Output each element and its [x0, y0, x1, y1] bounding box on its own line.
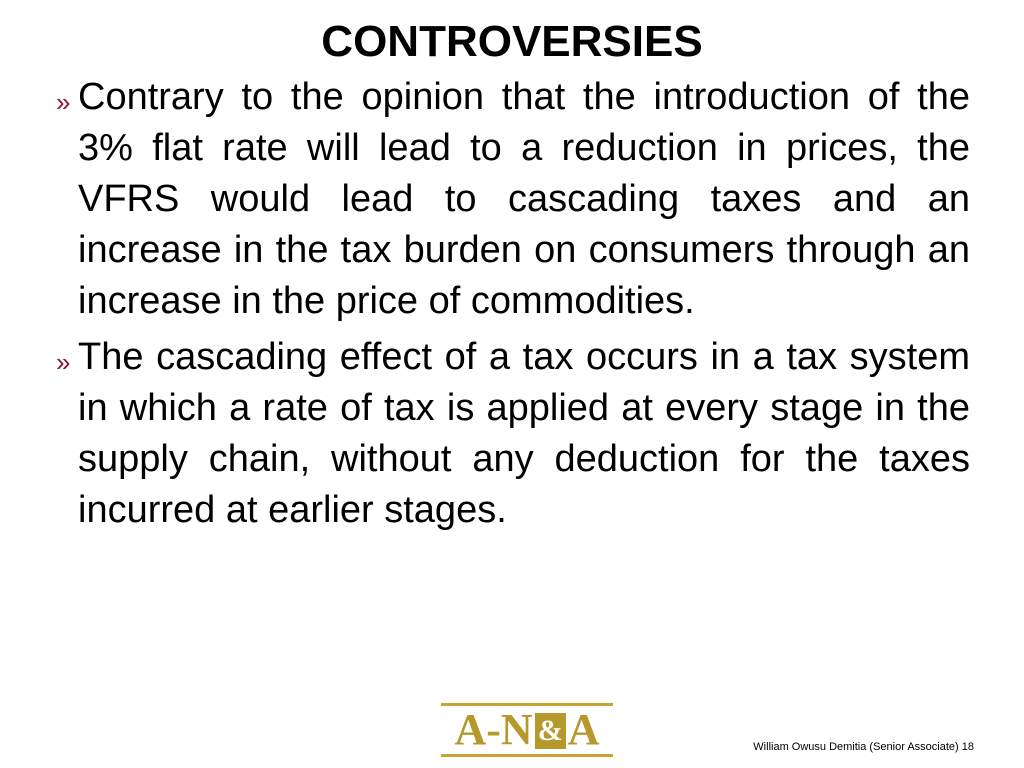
logo-right: A [567, 705, 600, 754]
footer-author: William Owusu Demitia (Senior Associate) [753, 741, 959, 753]
logo-text [454, 705, 600, 754]
logo-ampersand: & [535, 713, 566, 749]
bullet-text: Contrary to the opinion that the introduction of the 3% flat rate will lead to a reduction in prices, the VFRS would lead to cascading taxes and an increase in the tax burden on consumers through an increase in the price of commodities. [78, 76, 970, 322]
company-logo [441, 703, 613, 757]
bullet-item [56, 72, 970, 327]
logo-left: A-N [454, 705, 533, 754]
bullet-item [56, 332, 970, 536]
bullet-text: The cascading effect of a tax occurs in a tax system in which a rate of tax is applied at every stage in the supply chain, without any deduction for the taxes incurred at earlier stages. [78, 336, 970, 531]
page-number: 18 [961, 741, 974, 753]
bullet-list [56, 72, 970, 541]
slide-footer [753, 740, 974, 754]
slide-title: CONTROVERSIES [321, 17, 703, 66]
bullet-marker-icon: » [56, 347, 71, 377]
bullet-marker-icon: » [56, 87, 71, 117]
